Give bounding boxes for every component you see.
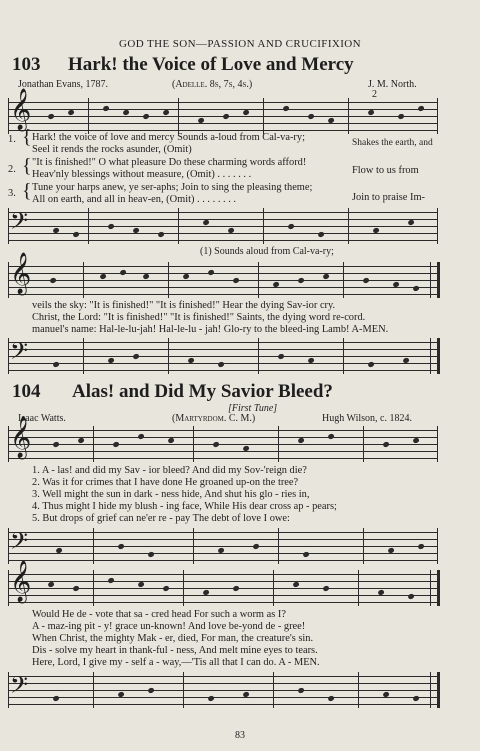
bass-staff-1 <box>8 208 438 244</box>
hymn-104-composer: Hugh Wilson, c. 1824. <box>322 413 412 424</box>
hymn-103-line-3a: Tune your harps anew, ye ser-aphs; Join to sing the pleasing theme; <box>32 182 313 193</box>
treble-clef-icon: 𝄞 <box>10 417 32 458</box>
treble-clef-icon: 𝄞 <box>10 561 32 602</box>
brace: { <box>22 126 32 148</box>
hymn-104-title: Alas! and Did My Savior Bleed? <box>72 381 333 402</box>
brace: { <box>22 180 32 202</box>
hymn-104-tune: (Martyrdom. C. M.) <box>172 413 256 424</box>
hymn-103-refrain-2: Christ, the Lord: "It is finished!" "It is finished!" Saints, the dying word re-cord. <box>32 312 366 323</box>
footnote: (1) Sounds aloud from Cal-va-ry; <box>200 246 334 257</box>
treble-staff-4 <box>8 561 438 606</box>
treble-staff-1 <box>8 89 438 134</box>
hymn-103-line-1a: Hark! the voice of love and mercy Sounds a-loud from Cal-va-ry; <box>32 132 305 143</box>
hymn-103-line-2a: "It is finished!" O what pleasure Do these charming words afford! <box>32 157 307 168</box>
hymn-103-line-2-side: Flow to us from <box>352 165 419 176</box>
hymn-103-composer: J. M. North. <box>368 79 417 90</box>
treble-staff-2 <box>8 253 438 298</box>
hymn-103-line-3b: All on earth, and all in heav-en, (Omit) . . . . . . . . <box>32 194 237 205</box>
hymn-103-refrain-1: veils the sky: "It is finished!" "It is finished!" Hear the dying Sav-ior cry. <box>32 300 336 311</box>
hymn-104-verse-3-end: When Christ, the mighty Mak - er, died, For man, the creature's sin. <box>32 633 314 644</box>
bass-clef-icon: 𝄢 <box>10 337 29 370</box>
hymn-104-subtitle: [First Tune] <box>228 403 278 414</box>
bass-staff-2 <box>8 338 438 374</box>
hymn-103-line-1-side: Shakes the earth, and <box>352 138 433 148</box>
ending-marker: 2 <box>372 89 377 100</box>
bass-clef-icon: 𝄢 <box>10 207 29 240</box>
treble-clef-icon: 𝄞 <box>10 253 32 294</box>
hymn-104-verse-1-end: Would He de - vote that sa - cred head For such a worm as I? <box>32 609 286 620</box>
verse-number-1: 1. <box>8 134 16 145</box>
hymn-104-verse-2-end: A - maz-ing pit - y! grace un-known! And love be-yond de - gree! <box>32 621 306 632</box>
page-number: 83 <box>235 730 245 741</box>
treble-clef-icon: 𝄞 <box>10 89 32 130</box>
bass-staff-4 <box>8 672 438 708</box>
hymn-104-verse-2: 2. Was it for crimes that I have done He groaned up-on the tree? <box>32 477 299 488</box>
hymn-104-verse-5: 5. But drops of grief can ne'er re - pay The debt of love I owe: <box>32 513 290 524</box>
hymn-103-line-3-side: Join to praise Im- <box>352 192 426 203</box>
hymn-104-verse-1: 1. A - las! and did my Sav - ior bleed? And did my Sov-'reign die? <box>32 465 307 476</box>
bass-staff-3 <box>8 528 438 564</box>
verse-number-3: 3. <box>8 188 16 199</box>
hymn-104-number: 104 <box>12 381 41 402</box>
verse-number-2: 2. <box>8 164 16 175</box>
hymn-104-verse-3: 3. Well might the sun in dark - ness hide, And shut his glo - ries in, <box>32 489 310 500</box>
hymn-104-verse-5-end: Here, Lord, I give my - self a - way,—'Tis all that I can do. A - MEN. <box>32 657 320 668</box>
hymn-103-tune: (Adelle. 8s, 7s, 4s.) <box>172 79 253 90</box>
hymn-103-line-2b: Heav'nly blessings without measure, (Omit) . . . . . . . <box>32 169 252 180</box>
bass-clef-icon: 𝄢 <box>10 671 29 704</box>
bass-clef-icon: 𝄢 <box>10 527 29 560</box>
hymn-104-verse-4-end: Dis - solve my heart in thank-ful - ness, And melt mine eyes to tears. <box>32 645 318 656</box>
hymn-103-refrain-3: manuel's name: Hal-le-lu-jah! Hal-le-lu - jah! Glo-ry to the bleed-ing Lamb! A-MEN. <box>32 324 389 335</box>
hymn-103-line-1b: Seel it rends the rocks asunder, (Omit) <box>32 144 192 155</box>
hymn-103-author: Jonathan Evans, 1787. <box>18 79 108 90</box>
hymn-103-number: 103 <box>12 54 41 75</box>
hymn-104-verse-4: 4. Thus might I hide my blush - ing face, While His dear cross ap - pears; <box>32 501 337 512</box>
brace: { <box>22 155 32 177</box>
hymn-104-author: Isaac Watts. <box>18 413 66 424</box>
section-title: GOD THE SON—PASSION AND CRUCIFIXION <box>119 38 361 50</box>
hymn-103-title: Hark! the Voice of Love and Mercy <box>68 54 354 75</box>
